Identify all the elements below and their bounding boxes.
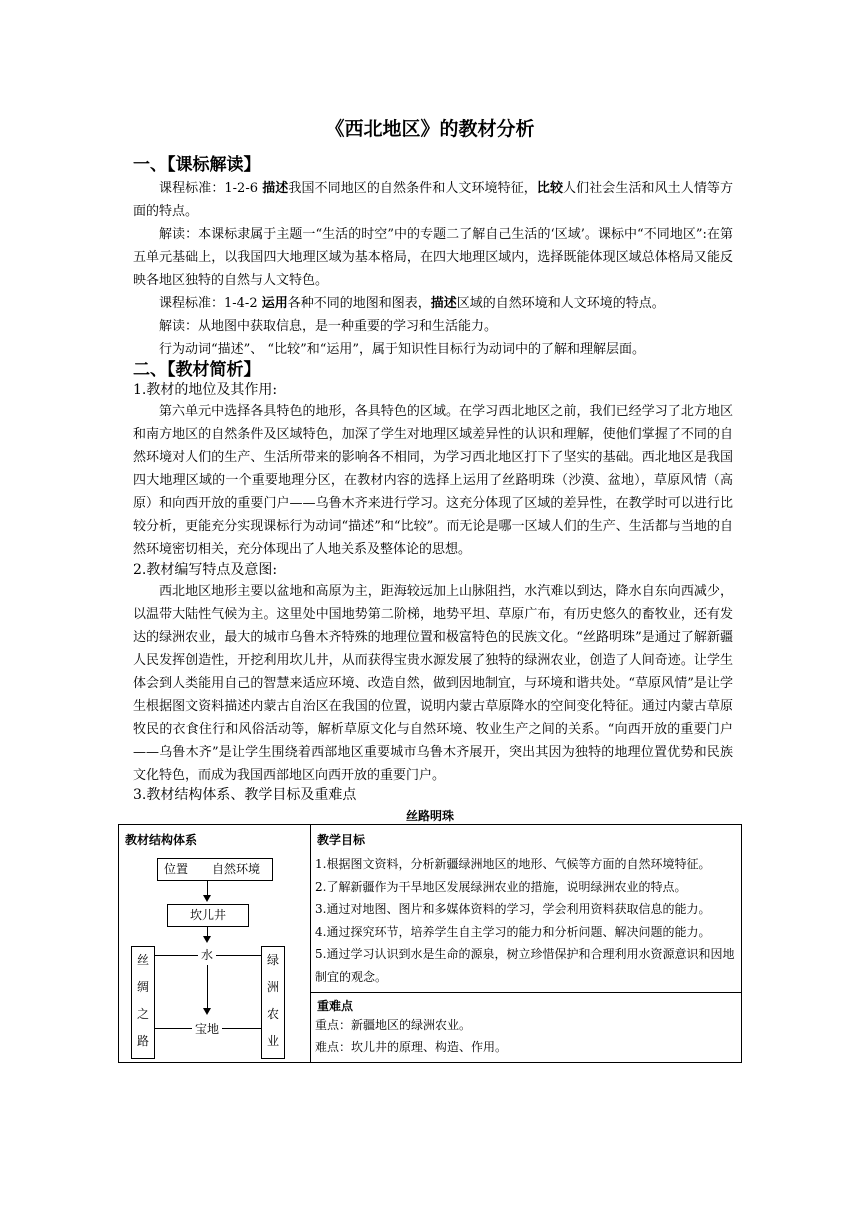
standard-text: 各种不同的地图和图表， — [287, 296, 431, 311]
goal-item: 2.了解新疆作为干旱地区发展绿洲农业的措施，说明绿洲农业的特点。 — [315, 879, 687, 894]
karez-box: 坎儿井 — [167, 904, 249, 927]
verb-describe: 描述 — [262, 181, 289, 196]
section-heading-curriculum: 一、【课标解读】 — [133, 155, 261, 175]
paragraph-interpretation-2: 解读：从地图中获取信息，是一种重要的学习和生活能力。 — [159, 319, 498, 334]
oasis-char: 绿 — [266, 953, 279, 967]
structure-heading: 教材结构体系 — [125, 833, 198, 847]
oasis-agriculture-vertical-label — [266, 947, 280, 1055]
page-title: 《西北地区》的教材分析 — [325, 118, 535, 140]
standard-text-end: 区域的自然环境和人文环境的特点。 — [456, 296, 665, 311]
arrow-head-3 — [203, 1008, 211, 1015]
difficult-point-text: 难点：坎儿井的原理、构造、作用。 — [315, 1040, 508, 1054]
key-point-text: 重点：新疆地区的绿洲农业。 — [315, 1018, 472, 1032]
subheading-position: 1.教材的地位及其作用: — [133, 382, 278, 398]
standard-code: 课程标准：1-4-2 — [159, 296, 262, 311]
arrow-head-1 — [203, 895, 211, 902]
goals-cell — [311, 825, 742, 993]
key-points-list — [311, 1014, 741, 1058]
silk-road-char: 之 — [136, 1007, 149, 1021]
oasis-char: 洲 — [266, 980, 279, 994]
goal-item: 3.通过对地图、图片和多媒体资料的学习，学会利用资料获取信息的能力。 — [315, 902, 711, 916]
water-label: 水 — [198, 946, 216, 963]
section-heading-textbook: 二、【教材简析】 — [133, 360, 261, 380]
verb-compare: 比较 — [536, 181, 564, 196]
goal-item: 1.根据图文资料，分析新疆绿洲地区的地形、气候等方面的自然环境特征。 — [315, 857, 711, 871]
standard-text-end: 人们社会生活和风土人情等方面的特点。 — [133, 181, 733, 219]
location-environment-box — [157, 858, 273, 881]
goals-heading: 教学目标 — [317, 833, 366, 847]
silk-road-char: 丝 — [136, 953, 149, 967]
key-points-cell — [311, 993, 742, 1063]
paragraph-features: 西北地区地形主要以盆地和高原为主，距海较远加上山脉阻挡，水汽难以到达，降水自东向西减少，以温带大陆性气候为主。这里处中国地势第二阶梯，地势平坦、草原广布，有历史悠久的畜牧业，还有发达的绿洲农业，最大的城市乌鲁木齐特殊的地理位置和极富特色的民族文化。“丝路明珠”是通过了解新疆人民发挥创造性，开挖利用坎儿井，从而获得宝贵水源发展了独特的绿洲农业，创造了人间奇迹。让学生体会到人类能用自己的智慧来适应环境、改造自然，做到因地制宜，与环境和谐共处。“草原风情”是让学生根据图文资料描述内蒙古自治区在我国的位置，说明内蒙古草原降水的空间变化特征。通过内蒙古草原牧民的衣食住行和风俗活动等，解析草原文化与自然环境、牧业生产之间的关系。“向西开放的重要门户——乌鲁木齐”是让学生围绕着西部地区重要城市乌鲁木齐展开，突出其因为独特的地理位置优势和民族文化特色，而成为我国西部地区向西开放的重要门户。 — [133, 584, 733, 783]
oasis-char: 业 — [266, 1034, 279, 1048]
goal-item: 4.通过探究环节，培养学生自主学习的能力和分析问题、解决问题的能力。 — [315, 924, 711, 939]
standard-text: 我国不同地区的自然条件和人文环境特征， — [288, 181, 537, 196]
verb-use: 运用 — [261, 296, 288, 311]
verb-describe: 描述 — [430, 296, 457, 311]
paragraph-standard-1 — [133, 177, 733, 223]
goals-list — [311, 853, 741, 988]
treasure-land-label: 宝地 — [192, 1020, 222, 1037]
paragraph-standard-2 — [133, 292, 733, 315]
subheading-structure: 3.教材结构体系、教学目标及重难点 — [133, 787, 357, 803]
arrow-head-2 — [203, 936, 211, 943]
silk-road-box — [131, 946, 155, 1059]
silk-road-vertical-label — [136, 947, 150, 1055]
arrow-line-3 — [207, 965, 208, 1009]
silk-road-char: 绸 — [136, 980, 149, 994]
oasis-char: 农 — [266, 1007, 279, 1021]
location-label: 位置 — [164, 862, 189, 876]
paragraph-position: 第六单元中选择各具特色的地形，各具特色的区域。在学习西北地区之前，我们已经学习了北方地区和南方地区的自然条件及区域特色，加深了学生对地理区域差异性的认识和理解，使他们掌握了不同的自然环境对人们的生产、生活所带来的影响各不相同，为学习西北地区打下了坚实的基础。西北地区是我国四大地理区域的一个重要地理分区，在教材内容的选择上运用了丝路明珠（沙漠、盆地），草原风情（高原）和向西开放的重要门户——乌鲁木齐来进行学习。这充分体现了区域的差异性，在教学时可以进行比较分析，更能充分实现课标行为动词“描述”和“比较”。而无论是哪一区域人们的生产、生活都与当地的自然环境密切相关，充分体现出了人地关系及整体论的思想。 — [133, 404, 733, 557]
silk-road-char: 路 — [136, 1034, 149, 1048]
structure-table — [118, 824, 742, 1063]
paragraph-verbs: 行为动词“描述”、 “比较”和“运用”，属于知识性目标行为动词中的了解和理解层面。 — [159, 342, 646, 357]
structure-diagram — [119, 848, 309, 1058]
key-points-heading: 重难点 — [317, 999, 354, 1013]
table-caption: 丝路明珠 — [405, 809, 454, 823]
oasis-agriculture-box — [261, 946, 285, 1059]
structure-cell — [119, 825, 311, 1063]
goal-item: 5.通过学习认识到水是生命的源泉，树立珍惜保护和合理利用水资源意识和因地制宜的观念。 — [315, 947, 735, 984]
subheading-features: 2.教材编写特点及意图: — [133, 562, 278, 578]
standard-code: 课程标准：1-2-6 — [159, 181, 263, 196]
paragraph-interpretation-1: 解读：本课标隶属于主题一“生活的时空”中的专题二了解自己生活的‘区域’。课标中“不同地区”:在第五单元基础上，以我国四大地理区域为基本格局，在四大地理区域内，选择既能体现区域总体格局又能反映各地区独特的自然与人文特色。 — [133, 227, 733, 288]
natural-environment-label: 自然环境 — [212, 862, 261, 876]
